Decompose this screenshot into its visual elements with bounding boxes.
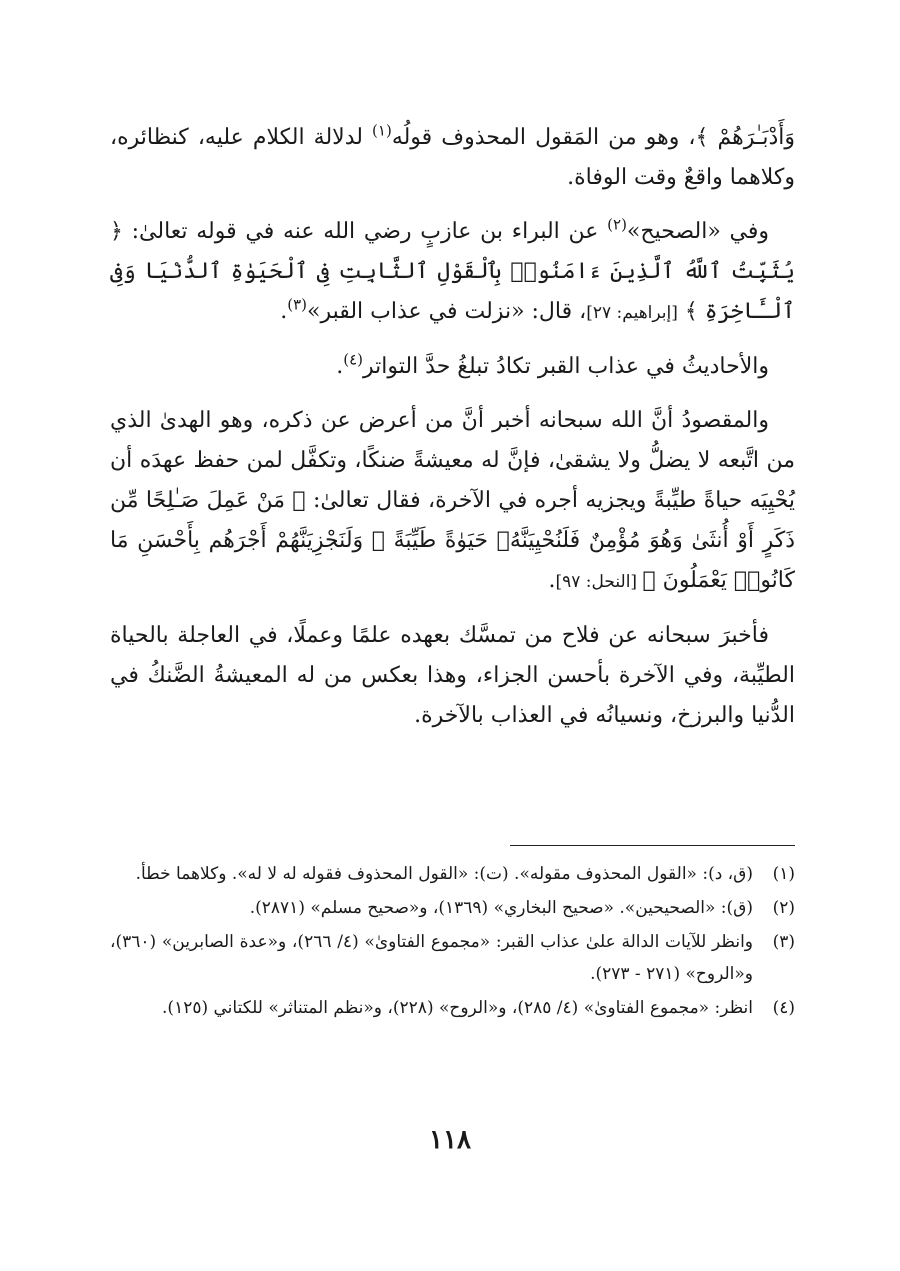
footnote-2 [110,892,795,924]
paragraph-text: ، وهو من المَقول المحذوف قولُه [391,125,696,150]
footnote-ref-1[interactable]: (١) [372,121,392,140]
paragraph-text: لدلالة الكلام عليه، كنظائره، وكلاهما واقعٌ وقت الوفاة. [110,125,795,190]
footnote-text: (ق، د): «القول المحذوف مقوله». (ت): «القول المحذوف فقوله له لا له». وكلاهما خطأ. [135,864,753,884]
footnote-text: (ق): «الصحيحين». «صحيح البخاري» (١٣٦٩)، و«صحيح مسلم» (٢٨٧١). [249,898,753,918]
paragraph-text: والمقصودُ أنَّ الله سبحانه أخبر أنَّ من أعرض عن ذكره، وهو الهدىٰ الذي من اتَّبعه لا يضلُّ ولا يشقىٰ، فإنَّ له معيشةً ضنكًا، وتكفَّل لمن حفظ عهدَه أن يُحْيِيَه حياةً طيِّبةً ويجزيه أجره في الآخرة، فقال تعالىٰ: [110,408,795,513]
footnote-divider [510,845,795,846]
verse-reference: [النحل: ٩٧] [555,572,643,592]
footnote-ref-3[interactable]: (٣) [287,295,307,314]
footnote-number: (٤) [772,998,795,1018]
paragraph-text: . [548,568,556,593]
footnote-1 [110,858,795,890]
paragraph-1 [110,118,795,198]
footnote-4 [110,992,795,1024]
quran-verse: ﴿ مَنْ عَمِلَ صَـٰلِحًا مِّن ذَكَرٍ أَوْ أُنثَىٰ وَهُوَ مُؤْمِنٌ فَلَنُحْيِيَنَّهُۥ حَيَوٰةً طَيِّبَةً ۖ وَلَنَجْزِيَنَّهُمْ أَجْرَهُم بِأَحْسَنِ مَا كَانُوا۟ يَعْمَلُونَ ﴾ [110,488,795,593]
footnote-text: انظر: «مجموع الفتاوىٰ» (٤/ ٢٨٥)، و«الروح» (٢٢٨)، و«نظم المتناثر» للكتاني (١٢٥). [162,998,753,1018]
paragraph-text: والأحاديثُ في عذاب القبر تكادُ تبلغُ حدَّ التواتر [362,354,769,379]
main-text [110,118,795,750]
footnote-number: (٣) [772,932,795,952]
paragraph-3 [110,347,795,387]
footnote-number: (١) [772,864,795,884]
quran-fragment: وَأَدْبَـٰرَهُمْ ﴾ [695,125,795,150]
footnote-3 [110,926,795,990]
paragraph-text: ، قال: «نزلت في عذاب القبر» [306,299,587,324]
quran-verse: ﴿ يُثَبِّتُ ٱللَّهُ ٱلَّذِينَ ءَامَنُوا۟ بِٱلْقَوْلِ ٱلثَّابِتِ فِى ٱلْحَيَوٰةِ ٱلدُّنْيَا وَفِى ٱلْـَٔاخِرَةِ ﴾ [110,219,795,324]
footnote-ref-2[interactable]: (٢) [607,215,627,234]
paragraph-text: . [336,354,344,379]
paragraph-5 [110,616,795,736]
footnotes [110,858,795,1026]
paragraph-text: عن البراء بن عازبٍ رضي الله عنه في قوله تعالىٰ: [131,219,608,244]
paragraph-4 [110,401,795,602]
verse-reference: [إبراهيم: ٢٧] [586,303,678,323]
paragraph-text: فأخبرَ سبحانه عن فلاح من تمسَّك بعهده علمًا وعملًا، في العاجلة بالحياة الطيِّبة، وفي الآخرة بأحسن الجزاء، وهذا بعكس من له المعيشةُ الضَّنكُ في الدُّنيا والبرزخ، ونسيانُه في العذاب بالآخرة. [110,623,795,728]
page-number: ١١٨ [429,1125,471,1155]
paragraph-text: . [280,299,288,324]
paragraph-2 [110,212,795,333]
footnote-number: (٢) [772,898,795,918]
paragraph-text: وفي «الصحيح» [626,219,769,244]
footnote-text: وانظر للآيات الدالة علىٰ عذاب القبر: «مجموع الفتاوىٰ» (٤/ ٢٦٦)، و«عدة الصابرين» (٣٦٠)، و«الروح» (٢٧١ - ٢٧٣). [110,932,753,984]
footnote-ref-4[interactable]: (٤) [343,350,363,369]
